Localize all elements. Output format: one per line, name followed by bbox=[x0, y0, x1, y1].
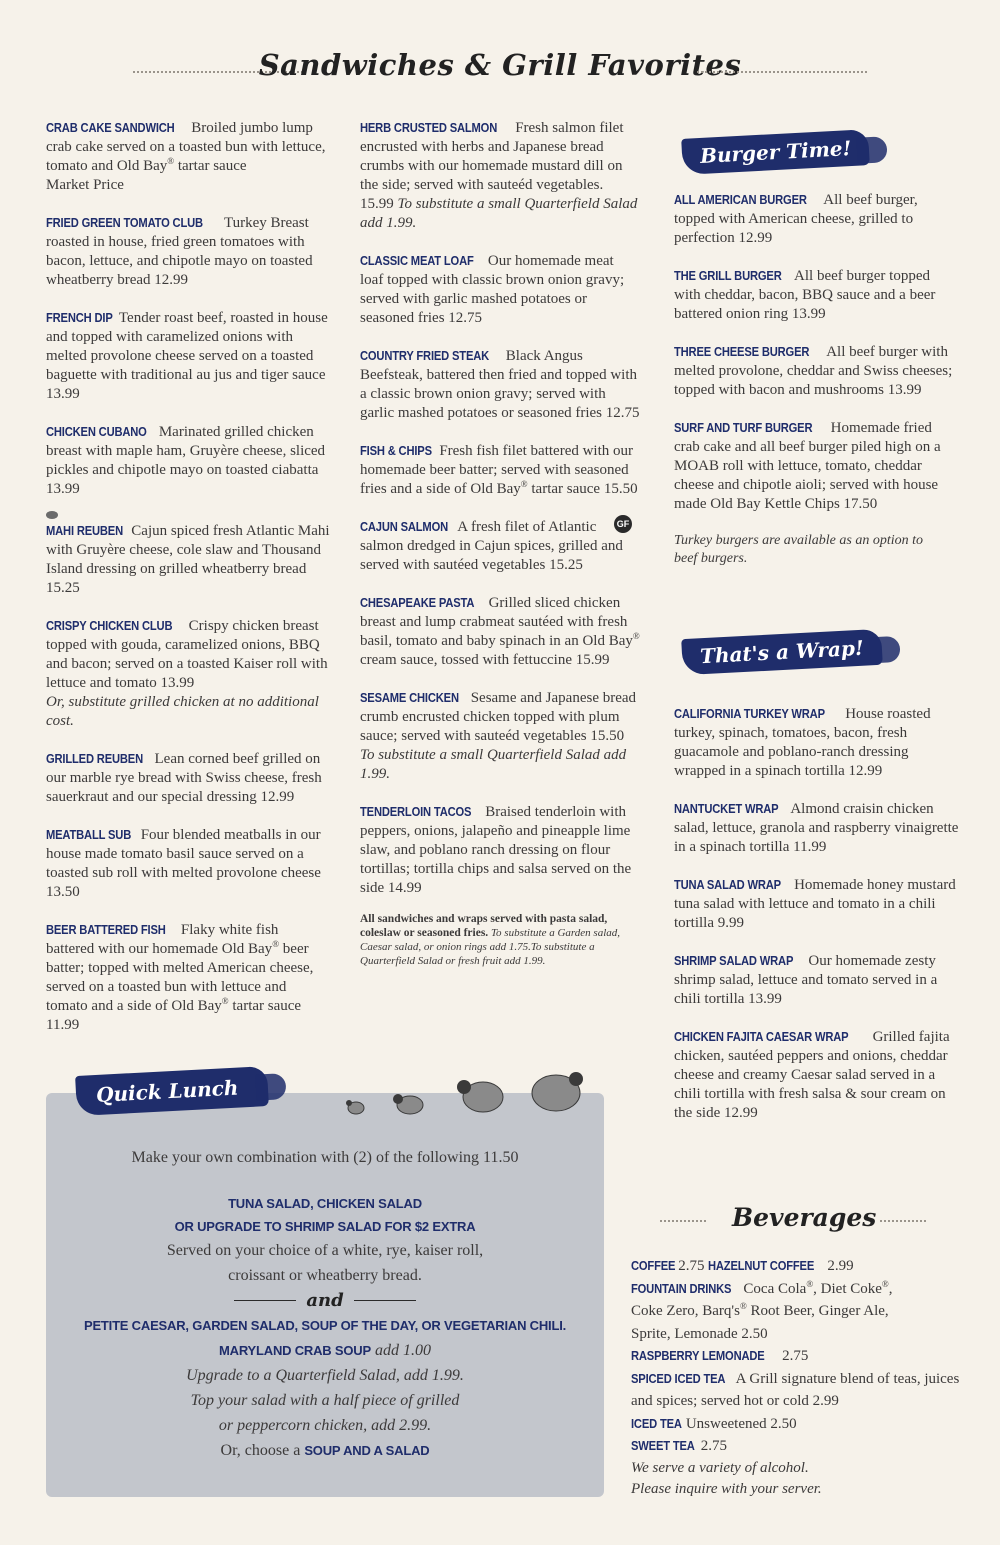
item-name: BEER BATTERED FISH bbox=[46, 922, 166, 937]
item-desc: Braised tenderloin with peppers, onions, jalapeño and pineapple lime slaw, and poblano ranch dressing on flour tortillas; tortilla chips and salsa served on the side 14.99 bbox=[360, 804, 632, 896]
registered-mark: ® bbox=[221, 996, 229, 1006]
and-word: and bbox=[306, 1290, 344, 1311]
sides-footnote bbox=[360, 912, 640, 968]
item-name: SURF AND TURF BURGER bbox=[674, 420, 813, 435]
item-desc: Tender roast beef, roasted in house and topped with caramelized onions with melted provolone cheese served on a toasted baguette with traditional au jus and tiger sauce 13.99 bbox=[46, 310, 328, 402]
beverages-list bbox=[631, 1255, 961, 1500]
quick-choose bbox=[46, 1438, 604, 1463]
quick-top-1 bbox=[46, 1388, 604, 1413]
alcohol-line-2: Please inquire with your server. bbox=[631, 1480, 822, 1497]
menu-item-beer-battered-fish bbox=[46, 920, 330, 1035]
item-name: THE GRILL BURGER bbox=[674, 268, 782, 283]
item-name: ALL AMERICAN BURGER bbox=[674, 192, 807, 207]
item-name: THREE CHEESE BURGER bbox=[674, 344, 810, 359]
item-name: TENDERLOIN TACOS bbox=[360, 804, 472, 819]
quick-lunch-title: Quick Lunch bbox=[95, 1075, 239, 1107]
fountain-desc: Root Beer, Ginger Ale, bbox=[746, 1303, 889, 1319]
menu-item-country-fried-steak bbox=[360, 346, 640, 423]
footnote-italic: To substitute a Garden salad, Caesar salad, or onion rings add 1.75.To substitute a Quarterfield Salad or fresh fruit add 1.99. bbox=[360, 927, 620, 967]
item-name: FRIED GREEN TOMATO CLUB bbox=[46, 215, 203, 230]
title-dots-right bbox=[697, 71, 867, 73]
item-desc: Crispy chicken breast topped with gouda, caramelized onions, BBQ and bacon; served on a toasted Kaiser roll with lettuce and tomato 13.99 bbox=[46, 618, 328, 691]
raspberry-price: 2.75 bbox=[778, 1348, 809, 1364]
divider-rule bbox=[234, 1300, 296, 1301]
item-desc: beer batter; topped with melted American cheese, served on a toasted bun with lettuce and tomato and a side of Old Bay bbox=[46, 941, 314, 1014]
item-desc: Sesame and Japanese bread crumb encrusted chicken topped with plum sauce; served with sauteéd vegetables 15.50 bbox=[360, 690, 637, 744]
page-title-wrap bbox=[0, 48, 1000, 82]
gluten-free-badge: GF bbox=[614, 515, 632, 533]
menu-item-crispy-chicken-club bbox=[46, 616, 330, 731]
quick-served-2: croissant or wheatberry bread. bbox=[228, 1267, 422, 1284]
item-name: CALIFORNIA TURKEY WRAP bbox=[674, 706, 825, 721]
item-desc: Grilled fajita chicken, sautéed peppers and onions, cheddar cheese and creamy Caesar salad served in a chili tortilla with fresh salsa & sour cream on the side 12.99 bbox=[674, 1029, 950, 1121]
bev-dots-right bbox=[880, 1220, 926, 1222]
item-desc: Lean corned beef grilled on our marble rye bread with Swiss cheese, fresh sauerkraut and our special dressing 12.99 bbox=[46, 751, 322, 805]
menu-item-herb-crusted-salmon bbox=[360, 118, 640, 233]
menu-item-french-dip bbox=[46, 308, 330, 404]
item-desc: All beef burger with melted provolone, cheddar and Swiss cheeses; topped with bacon and mushrooms 13.99 bbox=[674, 344, 953, 398]
menu-item-meatball-sub bbox=[46, 825, 330, 902]
item-name: CHICKEN CUBANO bbox=[46, 424, 147, 439]
crab-soup-add: add 1.00 bbox=[370, 1342, 431, 1359]
registered-mark: ® bbox=[520, 479, 528, 489]
item-desc: Homemade honey mustard tuna salad with lettuce and tomato in a chili tortilla 9.99 bbox=[674, 877, 956, 931]
item-desc: All beef burger, topped with American cheese, grilled to perfection 12.99 bbox=[674, 192, 918, 246]
item-name: HERB CRUSTED SALMON bbox=[360, 120, 498, 135]
top-text-1: Top your salad with a half piece of grilled bbox=[190, 1392, 460, 1409]
item-desc: Almond craisin chicken salad, lettuce, granola and raspberry vinaigrette in a spinach tortilla 11.99 bbox=[674, 801, 959, 855]
sweet-name: SWEET TEA bbox=[631, 1438, 695, 1453]
item-desc: Our homemade zesty shrimp salad, lettuce and tomato served in a chili tortilla 13.99 bbox=[674, 953, 938, 1007]
item-desc: House roasted turkey, spinach, tomatoes, bacon, fresh guacamole and poblano-ranch dressing wrapped in a spinach tortilla 12.99 bbox=[674, 706, 931, 779]
bev-raspberry bbox=[631, 1345, 961, 1368]
menu-item-mahi-reuben bbox=[46, 521, 330, 598]
item-name: CHICKEN FAJITA CAESAR WRAP bbox=[674, 1029, 849, 1044]
bev-fountain bbox=[631, 1278, 961, 1346]
item-name: CRISPY CHICKEN CLUB bbox=[46, 618, 173, 633]
iced-desc: Unsweetened 2.50 bbox=[682, 1415, 797, 1432]
wrap-title: That's a Wrap! bbox=[699, 635, 865, 669]
item-desc: Cajun spiced fresh Atlantic Mahi with Gruyère cheese, cole slaw and Thousand Island dressing on grilled wheatberry bread 15.25 bbox=[46, 523, 330, 596]
item-name: MAHI REUBEN bbox=[46, 523, 123, 538]
item-desc: Black Angus Beefsteak, battered then fried and topped with a classic brown onion gravy; served with garlic mashed potatoes or seasoned fries 12.75 bbox=[360, 348, 640, 421]
item-desc: Turkey Breast roasted in house, fried green tomatoes with bacon, lettuce, and chipotle mayo on toasted wheatberry bread 12.99 bbox=[46, 215, 313, 288]
menu-item-chicken-fajita-caesar-wrap bbox=[674, 1027, 959, 1123]
bev-spiced bbox=[631, 1368, 961, 1413]
fountain-desc: Coca Cola bbox=[739, 1280, 807, 1297]
item-note: Or, substitute grilled chicken at no additional cost. bbox=[46, 694, 319, 729]
upgrade-text: Upgrade to a Quarterfield Salad, add 1.99. bbox=[186, 1367, 464, 1384]
burger-time-banner bbox=[681, 129, 870, 175]
item-desc: Our homemade meat loaf topped with classic brown onion gravy; served with garlic mashed potatoes or seasoned fries 12.75 bbox=[360, 253, 625, 326]
item-name: CRAB CAKE SANDWICH bbox=[46, 120, 175, 135]
bev-coffee-line bbox=[631, 1255, 961, 1278]
quick-intro: Make your own combination with (2) of the following 11.50 bbox=[131, 1149, 519, 1166]
item-desc: A fresh filet of Atlantic salmon dredged in Cajun spices, grilled and served with sautéed vegetables 15.25 bbox=[360, 519, 623, 573]
item-desc: tartar sauce 15.50 bbox=[527, 481, 638, 497]
hazelnut-price: 2.99 bbox=[823, 1258, 854, 1274]
item-desc: All beef burger topped with cheddar, bacon, BBQ sauce and a beer battered onion ring 13.99 bbox=[674, 268, 936, 322]
item-desc: Four blended meatballs in our house made tomato basil sauce served on a toasted sub roll with melted provolone cheese 13.50 bbox=[46, 827, 321, 900]
menu-item-california-turkey-wrap bbox=[674, 704, 959, 781]
menu-item-chesapeake-pasta bbox=[360, 593, 640, 670]
menu-item-three-cheese-burger bbox=[674, 342, 959, 400]
fountain-name: FOUNTAIN DRINKS bbox=[631, 1280, 732, 1296]
menu-item-fish-chips bbox=[360, 441, 640, 499]
bev-sweet bbox=[631, 1435, 961, 1458]
quick-sides: PETITE CAESAR, GARDEN SALAD, SOUP OF THE DAY, OR VEGETARIAN CHILI. bbox=[83, 1318, 567, 1333]
quick-served-1: Served on your choice of a white, rye, kaiser roll, bbox=[166, 1242, 484, 1259]
item-desc: Flaky white fish battered with our homemade Old Bay bbox=[46, 922, 279, 957]
wrap-banner bbox=[681, 629, 882, 675]
coffee-name: COFFEE bbox=[631, 1258, 676, 1273]
registered-mark: ® bbox=[272, 939, 280, 949]
page-title: Sandwiches & Grill Favorites bbox=[258, 48, 742, 82]
menu-item-grilled-reuben bbox=[46, 749, 330, 807]
soup-salad-name: SOUP AND A SALAD bbox=[304, 1443, 430, 1458]
item-desc: Grilled sliced chicken breast and lump crabmeat sautéed with fresh basil, tomato and baby spinach in an Old Bay bbox=[360, 595, 633, 649]
crab-soup-name: MARYLAND CRAB SOUP bbox=[219, 1343, 371, 1358]
registered-mark: ® bbox=[167, 156, 175, 166]
fountain-desc: Coke Zero, Barq's bbox=[631, 1303, 740, 1319]
quick-option-2: OR UPGRADE TO SHRIMP SALAD FOR $2 EXTRA bbox=[174, 1219, 476, 1234]
item-name: FISH & CHIPS bbox=[360, 443, 432, 458]
registered-mark: ® bbox=[739, 1301, 747, 1311]
item-name: SESAME CHICKEN bbox=[360, 690, 459, 705]
choose-text: Or, choose a bbox=[220, 1442, 305, 1459]
fountain-desc: Sprite, Lemonade 2.50 bbox=[631, 1325, 768, 1342]
divider-rule bbox=[354, 1300, 416, 1301]
spiced-desc: A Grill signature blend of teas, juices and spices; served hot or cold 2.99 bbox=[631, 1370, 960, 1409]
menu-item-grill-burger bbox=[674, 266, 959, 324]
menu-item-nantucket-wrap bbox=[674, 799, 959, 857]
item-desc: cream sauce, tossed with fettuccine 15.99 bbox=[360, 652, 610, 668]
fountain-desc: , Diet Coke bbox=[813, 1280, 882, 1297]
item-name: CLASSIC MEAT LOAF bbox=[360, 253, 474, 268]
sweet-price: 2.75 bbox=[697, 1438, 728, 1454]
fish-icon bbox=[46, 511, 58, 519]
registered-mark: ® bbox=[881, 1278, 889, 1289]
item-name: TUNA SALAD WRAP bbox=[674, 877, 781, 892]
column-right bbox=[674, 190, 959, 568]
menu-item-sesame-chicken bbox=[360, 688, 640, 784]
beverages-title: Beverages bbox=[732, 1203, 877, 1232]
coffee-price: 2.75 bbox=[674, 1258, 709, 1274]
item-name: GRILLED REUBEN bbox=[46, 751, 143, 766]
item-name: CAJUN SALMON bbox=[360, 519, 449, 534]
top-text-2: or peppercorn chicken, add 2.99. bbox=[218, 1417, 432, 1434]
registered-mark: ® bbox=[632, 631, 640, 641]
quick-option-1: TUNA SALAD, CHICKEN SALAD bbox=[228, 1196, 422, 1211]
menu-item-tenderloin-tacos bbox=[360, 802, 640, 898]
item-desc: Marinated grilled chicken breast with maple ham, Gruyère cheese, sliced pickles and chipotle mayo on toasted ciabatta 13.99 bbox=[46, 424, 326, 497]
menu-item-surf-turf-burger bbox=[674, 418, 959, 514]
burger-title: Burger Time! bbox=[699, 136, 852, 168]
alcohol-note bbox=[631, 1458, 961, 1500]
iced-name: ICED TEA bbox=[631, 1415, 682, 1431]
menu-item-shrimp-salad-wrap bbox=[674, 951, 959, 1009]
hazelnut-name: HAZELNUT COFFEE bbox=[708, 1258, 815, 1273]
item-name: NANTUCKET WRAP bbox=[674, 801, 779, 816]
quick-upgrade bbox=[46, 1363, 604, 1388]
bev-iced bbox=[631, 1413, 961, 1436]
item-name: COUNTRY FRIED STEAK bbox=[360, 348, 490, 363]
birds-illustration bbox=[338, 1055, 598, 1125]
item-name: CHESAPEAKE PASTA bbox=[360, 595, 475, 610]
item-desc: Fresh fish filet battered with our homemade beer batter; served with seasoned fries and a side of Old Bay bbox=[360, 443, 634, 497]
quick-lunch-box bbox=[46, 1093, 604, 1497]
spiced-name: SPICED ICED TEA bbox=[631, 1370, 726, 1386]
item-desc: tartar sauce 11.99 bbox=[46, 998, 302, 1033]
item-name: SHRIMP SALAD WRAP bbox=[674, 953, 794, 968]
raspberry-name: RASPBERRY LEMONADE bbox=[631, 1348, 765, 1363]
item-price: Market Price bbox=[46, 177, 124, 193]
fountain-desc: , bbox=[888, 1280, 893, 1297]
item-desc: tartar sauce bbox=[174, 158, 247, 174]
and-divider bbox=[46, 1290, 604, 1311]
menu-item-crab-cake bbox=[46, 118, 330, 195]
menu-item-classic-meat-loaf bbox=[360, 251, 640, 328]
column-middle bbox=[360, 118, 640, 968]
item-note: To substitute a small Quarterfield Salad add 1.99. bbox=[360, 747, 627, 782]
quick-top-2 bbox=[46, 1413, 604, 1438]
item-name: FRENCH DIP bbox=[46, 310, 113, 325]
item-desc: Broiled jumbo lump crab cake served on a toasted bun with lettuce, tomato and Old Bay bbox=[46, 120, 326, 174]
alcohol-line-1: We serve a variety of alcohol. bbox=[631, 1459, 809, 1476]
menu-item-chicken-cubano bbox=[46, 422, 330, 499]
menu-item-cajun-salmon bbox=[360, 517, 640, 575]
item-desc: Homemade fried crab cake and all beef burger piled high on a MOAB roll with lettuce, tomato, cheddar cheese and chipotle aioli; served with house made Old Bay Kettle Chips 17.50 bbox=[674, 420, 941, 512]
item-note: To substitute a small Quarterfield Salad add 1.99. bbox=[360, 196, 638, 231]
item-desc: Fresh salmon filet encrusted with herbs and Japanese bread crumbs with our homemade mustard dill on the side; served with sauteéd vegetables. 15.99 bbox=[360, 120, 624, 212]
menu-item-tuna-salad-wrap bbox=[674, 875, 959, 933]
footnote-bold: All sandwiches and wraps served with pasta salad, coleslaw or seasoned fries. bbox=[360, 913, 608, 939]
registered-mark: ® bbox=[806, 1278, 814, 1289]
wraps-list bbox=[674, 704, 959, 1141]
quick-crab-soup bbox=[46, 1338, 604, 1363]
column-left bbox=[46, 118, 330, 1053]
turkey-burger-note: Turkey burgers are available as an option to beef burgers. bbox=[674, 533, 923, 566]
item-name: MEATBALL SUB bbox=[46, 827, 132, 842]
menu-item-all-american-burger bbox=[674, 190, 959, 248]
menu-item-fried-green-tomato bbox=[46, 213, 330, 290]
bev-dots-left bbox=[660, 1220, 706, 1222]
